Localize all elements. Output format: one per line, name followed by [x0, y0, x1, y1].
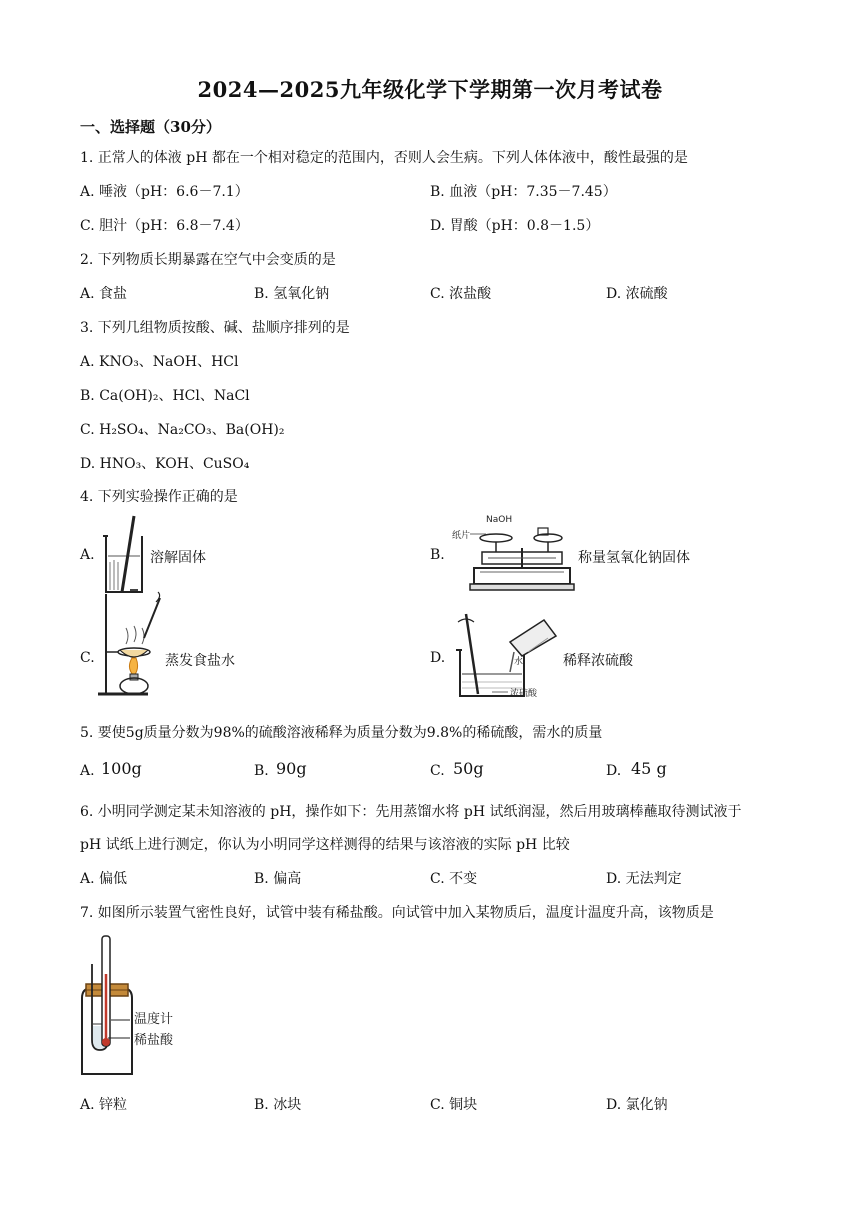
q6-option-b: B. 偏高: [254, 871, 302, 887]
fig-thermometer-label: 温度计: [134, 1012, 174, 1027]
fig-acid-label: 浓硫酸: [510, 689, 538, 699]
q2-option-c: C. 浓盐酸: [430, 286, 492, 302]
q3-stem: 3. 下列几组物质按酸、碱、盐顺序排列的是: [80, 320, 350, 336]
q7-option-d: D. 氯化钠: [606, 1097, 668, 1113]
q4-option-d-text: 稀释浓硫酸: [563, 653, 633, 669]
section-heading: 一、选择题（30分）: [80, 118, 221, 136]
q7-option-a: A. 锌粒: [80, 1097, 128, 1113]
q7-stem: 7. 如图所示装置气密性良好，试管中装有稀盐酸。向试管中加入某物质后，温度计温度升高，该物质是: [80, 905, 714, 921]
q2-option-a: A. 食盐: [80, 286, 128, 302]
fig-dilute-hcl-label: 稀盐酸: [134, 1033, 174, 1048]
q1-option-a: A. 唾液（pH：6.6－7.1）: [80, 184, 249, 200]
q3-option-a: A. KNO₃、NaOH、HCl: [80, 354, 239, 370]
q4-option-a-text: 溶解固体: [150, 550, 206, 566]
q5-option-c-value: 50g: [453, 759, 484, 778]
fig-paper-label: 纸片: [452, 531, 471, 541]
q4-option-a-letter: A.: [80, 547, 95, 563]
q6-option-a: A. 偏低: [80, 871, 128, 887]
q5-option-b-letter: B.: [254, 763, 269, 779]
q3-option-d: D. HNO₃、KOH、CuSO₄: [80, 456, 250, 472]
q6-stem-line1: 6. 小明同学测定某未知溶液的 pH，操作如下：先用蒸馏水将 pH 试纸润湿，然后用玻璃棒蘸取待测试液于: [80, 804, 742, 820]
q2-option-d: D. 浓硫酸: [606, 286, 668, 302]
q5-option-a-value: 100g: [101, 759, 142, 778]
fig-water-label: 水: [514, 657, 524, 667]
q4-option-c-text: 蒸发食盐水: [165, 653, 235, 669]
beaker-stir-figure: [100, 512, 148, 596]
q7-option-b: B. 冰块: [254, 1097, 302, 1113]
thermometer-tube-figure: [78, 934, 198, 1080]
q1-option-b: B. 血液（pH：7.35－7.45）: [430, 184, 617, 200]
q2-option-b: B. 氢氧化钠: [254, 286, 330, 302]
q4-option-c-letter: C.: [80, 650, 95, 666]
q5-option-d-letter: D.: [606, 763, 622, 779]
q5-option-d-value: 45 g: [631, 759, 667, 778]
q1-option-d: D. 胃酸（pH：0.8－1.5）: [430, 218, 600, 234]
q5-option-c-letter: C.: [430, 763, 445, 779]
fig-naoh-label: NaOH: [486, 515, 513, 525]
balance-scale-figure: [452, 512, 572, 596]
q5-stem: 5. 要使5g质量分数为98%的硫酸溶液稀释为质量分数为9.8%的稀硫酸，需水的质量: [80, 725, 603, 741]
q3-option-c: C. H₂SO₄、Na₂CO₃、Ba(OH)₂: [80, 422, 285, 438]
q1-stem: 1. 正常人的体液 pH 都在一个相对稳定的范围内，否则人会生病。下列人体体液中，酸性最强的是: [80, 150, 688, 166]
q4-option-d-letter: D.: [430, 650, 446, 666]
evaporation-figure: [96, 592, 164, 700]
q4-option-b-text: 称量氢氧化钠固体: [578, 550, 690, 566]
dilution-figure: [452, 612, 562, 702]
q3-option-b: B. Ca(OH)₂、HCl、NaCl: [80, 388, 250, 404]
q5-option-a-letter: A.: [80, 763, 95, 779]
q1-option-c: C. 胆汁（pH：6.8－7.4）: [80, 218, 249, 234]
q6-option-c: C. 不变: [430, 871, 478, 887]
q6-option-d: D. 无法判定: [606, 871, 682, 887]
q7-option-c: C. 铜块: [430, 1097, 478, 1113]
q4-stem: 4. 下列实验操作正确的是: [80, 489, 238, 505]
q5-option-b-value: 90g: [276, 759, 307, 778]
q4-option-b-letter: B.: [430, 547, 445, 563]
page-title: 2024—2025九年级化学下学期第一次月考试卷: [197, 77, 663, 102]
q6-stem-line2: pH 试纸上进行测定，你认为小明同学这样测得的结果与该溶液的实际 pH 比较: [80, 837, 570, 853]
q2-stem: 2. 下列物质长期暴露在空气中会变质的是: [80, 252, 336, 268]
